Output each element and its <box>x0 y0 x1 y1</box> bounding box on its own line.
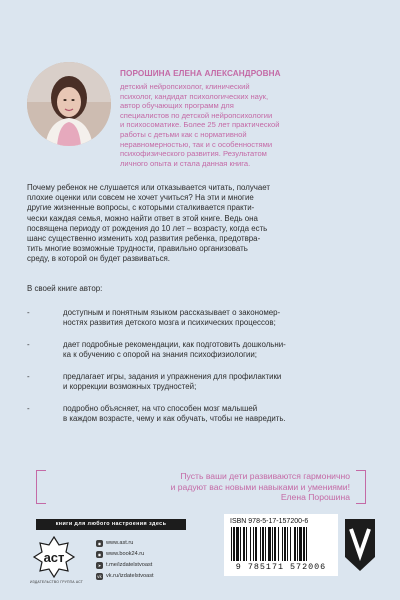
bio-line: психофизического развития. Результатом <box>120 149 267 159</box>
isbn-barcode-block <box>224 514 338 576</box>
globe-icon: ◉ <box>97 551 102 557</box>
bullet-line: дает подробные рекомендации, как подготовить дошкольни- <box>63 340 286 349</box>
barcode-bar <box>236 527 239 561</box>
bio-line: автор обучающих программ для <box>120 101 234 111</box>
bullet-dash: - <box>27 308 30 317</box>
quote-line: и радуют вас новыми навыками и умениями! <box>170 481 350 492</box>
barcode-bar <box>260 527 261 561</box>
barcode-bar <box>240 527 241 561</box>
author-quote <box>52 471 350 503</box>
barcode-bar <box>284 527 286 561</box>
bullet-item <box>27 372 375 392</box>
quote-bracket-right <box>356 470 366 504</box>
bio-line: специалистов по детской нейропсихологии <box>120 110 273 120</box>
telegram-icon: ➤ <box>97 562 102 568</box>
bio-line: и психосоматике. Более 25 лет практической <box>120 120 280 130</box>
link-text: www.ast.ru <box>106 540 134 546</box>
link-text: vk.ru/izdatelstvoast <box>106 573 154 579</box>
barcode-bar <box>231 527 232 561</box>
bullet-line: ностях развития детского мозга и психических процессов; <box>63 318 276 328</box>
barcode-bar <box>290 527 291 561</box>
barcode-bar <box>255 527 257 561</box>
bullet-item <box>27 340 375 360</box>
barcode-bar <box>262 527 264 561</box>
quote-bracket-left <box>36 470 46 504</box>
bio-line: неравномерностью, так и с особенностями <box>120 139 273 149</box>
barcode <box>230 527 332 561</box>
author-bio <box>120 82 375 168</box>
vk-icon: vk <box>97 573 102 579</box>
link-telegram[interactable] <box>96 560 154 570</box>
barcode-bar <box>272 527 273 561</box>
link-text: t.me/izdatelstvoast <box>106 562 153 568</box>
author-photo <box>27 62 111 146</box>
link-bookstore[interactable] <box>96 549 154 559</box>
isbn-label: ISBN 978-5-17-157200-6 <box>230 518 309 525</box>
quote-line: Пусть ваши дети развиваются гармонично <box>180 471 350 481</box>
bio-line: личного опыта и стала данная книга. <box>120 158 251 168</box>
quote-signature: Елена Порошина <box>280 492 350 503</box>
barcode-bar <box>265 527 266 561</box>
bullet-line: в каждом возрасте, чему и как обучать, чтобы не навредить. <box>63 414 286 424</box>
barcode-bar <box>274 527 276 561</box>
isbn-number: 9 785171 572006 <box>235 562 327 572</box>
barcode-bar <box>268 527 271 561</box>
barcode-bar <box>233 527 235 561</box>
barcode-bar <box>299 527 302 561</box>
barcode-bar <box>297 527 298 561</box>
intro-line: шанс существенно изменить ход развития ребенка, предотвра- <box>27 234 261 244</box>
bullets-lead: В своей книге автор: <box>27 284 103 293</box>
bullet-item <box>27 404 375 424</box>
brand-shield-icon <box>343 517 377 573</box>
bullet-line: подробно объясняет, на что способен мозг малышей <box>63 404 258 413</box>
barcode-bar <box>303 527 305 561</box>
barcode-bar <box>287 527 288 561</box>
publisher-links <box>96 538 154 582</box>
ast-logo-icon <box>32 535 76 579</box>
link-website[interactable] <box>96 538 154 548</box>
bullet-line: предлагает игры, задания и упражнения для профилактики <box>63 372 282 381</box>
bio-line: психолог, кандидат психологических наук, <box>120 91 269 101</box>
svg-text:аст: аст <box>43 550 65 565</box>
intro-line: тить многие возможные трудности, правильно организовать <box>27 244 248 254</box>
intro-line: чески каждая семья, можно найти ответ в этой книге. Ведь она <box>27 213 258 223</box>
bullet-item <box>27 308 375 328</box>
barcode-bar <box>282 527 283 561</box>
intro-line: посвящена периоду от рождения до 10 лет – возрасту, когда есть <box>27 223 268 233</box>
bullet-line: ка к обучению с опорой на знания психофизиологии; <box>63 350 257 360</box>
bullet-dash: - <box>27 372 30 381</box>
bullet-dash: - <box>27 340 30 349</box>
author-name: ПОРОШИНА ЕЛЕНА АЛЕКСАНДРОВНА <box>120 69 281 78</box>
barcode-bar <box>246 527 247 561</box>
intro-line: другие жизненные вопросы, с которыми сталкивается практи- <box>27 203 255 213</box>
barcode-bar <box>306 527 307 561</box>
publisher-tagline: книги для любого настроения здесь <box>36 519 186 530</box>
bullet-dash: - <box>27 404 30 413</box>
bio-line: детский нейропсихолог, клинический <box>120 82 250 91</box>
barcode-bar <box>278 527 279 561</box>
bullet-line: доступным и понятным языком рассказывает о закономер- <box>63 308 281 317</box>
barcode-bar <box>250 527 251 561</box>
barcode-bar <box>243 527 245 561</box>
bio-line: работы с детьми как с нормативной <box>120 129 247 139</box>
link-vk[interactable] <box>96 571 154 581</box>
globe-icon: ◉ <box>97 540 102 546</box>
bullet-line: и коррекции возможных трудностей; <box>63 382 197 392</box>
link-text: www.book24.ru <box>106 551 145 557</box>
publisher-caption: ИЗДАТЕЛЬСТВО ГРУППА АСТ <box>30 580 84 584</box>
intro-paragraph <box>27 183 375 265</box>
intro-line: среду, в которой он будет развиваться. <box>27 254 170 264</box>
barcode-bar <box>253 527 254 561</box>
intro-line: плохие оценки или совсем не хочет учиться? На эти и многие <box>27 193 254 203</box>
barcode-bar <box>294 527 296 561</box>
intro-line: Почему ребенок не слушается или отказывается читать, получает <box>27 183 271 192</box>
